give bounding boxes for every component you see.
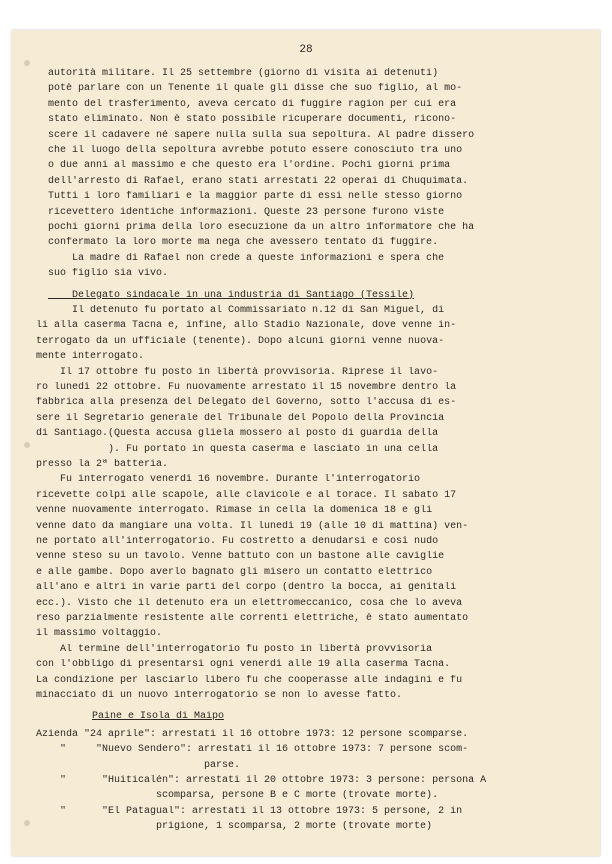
text-line: " "El Patagual": arrestati il 13 ottobre 1973: 5 persone, 2 in <box>48 805 463 817</box>
text-line: mento del trasferimento, aveva cercato di fuggire ragion per cui era <box>48 98 457 110</box>
text-line: Tutti i loro familiari e la maggior parte di essi nelle stesso giorno <box>48 191 463 203</box>
section-heading: Paine e Isola di Maipo <box>92 711 225 723</box>
text-line: che il luogo della sepoltura avrebbe potuto essere conosciuto tra uno <box>48 145 463 156</box>
text-line: fabbrica alla presenza del Delegato del Governo, sotto l'accusa di es- <box>36 397 457 409</box>
text-line: venne dato da mangiare una volta. Il lunedì 19 (alle 10 di mattina) ven- <box>36 520 469 532</box>
text-line: ecc.). Visto che il detenuto era un elettromeccanico, cosa che lo aveva <box>36 597 463 609</box>
text-line: il massimo voltaggio. <box>36 628 163 640</box>
text-line: sere il Segretario generale del Tribunale del Popolo della Provincia <box>36 412 445 424</box>
text-line: ro lunedì 22 ottobre. Fu nuovamente arrestato il 15 novembre dentro la <box>36 382 457 393</box>
text-line: venne nuovamente interrogato. Rimase in cella la domenica 18 e gli <box>36 505 433 517</box>
text-line: Il 17 ottobre fu posto in libertà provvisoria. Riprese il lavo- <box>36 366 439 378</box>
text-line: " "Nuevo Sendero": arrestati il 16 ottobre 1973: 7 persone scom- <box>48 744 469 756</box>
text-line: La condizione per lasciarlo libero fu che cooperasse alle indagini e fu <box>36 674 463 686</box>
text-line: dell'arresto di Rafael, erano stati arrestati 22 operai di Chuquimata. <box>48 175 469 187</box>
text-line: presso la 2ª batteria. <box>36 459 169 470</box>
text-line: confermato la loro morte ma nega che avessero tentato di fuggire. <box>48 237 439 249</box>
text-line: " "Huiticalén": arrestati il 20 ottobre 1973: 3 persone: persona A <box>48 775 487 786</box>
text-line: reso parzialmente resistente alle correnti elettriche, è stato aumentato <box>36 613 469 624</box>
text-line: terrogato da un ufficiale (tenente). Dopo alcuni giorni venne nuova- <box>36 335 445 347</box>
section-heading: Delegato sindacale in una industria di Santiago (Tessile) <box>48 289 415 301</box>
text-line: scere il cadavere né sapere nulla sulla sua sepoltura. Al padre dissero <box>48 129 475 141</box>
text-line: venne steso su un tavolo. Venne battuto con un bastone alle caviglie <box>36 551 445 563</box>
text-line: mente interrogato. <box>36 351 145 363</box>
text-line: potè parlare con un Tenente il quale gli disse che suo figlio, al mo- <box>48 83 463 95</box>
text-line: parse. <box>48 759 241 771</box>
text-line: scomparsa, persone B e C morte (trovate morte). <box>48 790 439 802</box>
document-page <box>12 30 600 856</box>
text-line: Al termine dell'interrogatorio fu posto in libertà provvisoria <box>36 643 433 655</box>
text-line: e alle gambe. Dopo averlo bagnato gli misero un contatto elettrico <box>36 566 433 578</box>
text-line: o due anni al massimo e che questo era l'ordine. Pochi giorni prima <box>48 160 451 172</box>
text-line: La madre di Rafael non crede a queste informazioni e spera che <box>48 252 445 264</box>
page-number: 28 <box>299 44 313 56</box>
text-line: ricevettero identiche informazioni. Queste 23 persone furono viste <box>48 206 445 218</box>
text-line: suo figlio sia vivo. <box>48 268 169 280</box>
text-line: ). Fu portato in questa caserma e lasciato in una cella <box>36 443 439 455</box>
text-line: di Santiago.(Questa accusa gliela mossero al posto di guardia della <box>36 428 439 440</box>
punch-hole <box>24 60 30 66</box>
text-line: Azienda "24 aprile": arrestati il 16 ottobre 1973: 12 persone scomparse. <box>36 728 469 740</box>
text-line: ne portato all'interrogatorio. Fu costretto a denudarsi e così nudo <box>36 536 439 547</box>
text-line: Fu interrogato venerdì 16 novembre. Durante l'interrogatorio <box>36 474 421 486</box>
punch-hole <box>24 442 30 448</box>
text-line: prigione, 1 scomparsa, 2 morte (trovate morte) <box>48 821 433 833</box>
text-line: all'ano e altri in varie parti del corpo (dentro la bocca, ai genitali <box>36 582 457 594</box>
text-line: stato eliminato. Non è stato possibile ricuperare documenti, ricono- <box>48 114 457 126</box>
text-line: autorità militare. Il 25 settembre (giorno di visita ai detenuti) <box>48 68 439 79</box>
text-line: Il detenuto fu portato al Commissariato n.12 di San Miguel, di <box>48 305 445 316</box>
text-line: con l'obbligo di presentarsi ogni venerdì alle 19 alla caserma Tacna. <box>36 659 451 671</box>
punch-hole <box>24 820 30 826</box>
text-line: minacciato di un nuovo interrogatorio se non lo avesse fatto. <box>36 690 403 701</box>
text-line: li alla caserma Tacna e, infine, allo Stadio Nazionale, dove venne in- <box>36 320 457 332</box>
text-line: pochi giorni prima della loro esecuzione da un altro informatore che ha <box>48 222 475 233</box>
text-line: ricevette colpi alle scapole, alle clavicole e al torace. Il sabato 17 <box>36 489 457 501</box>
